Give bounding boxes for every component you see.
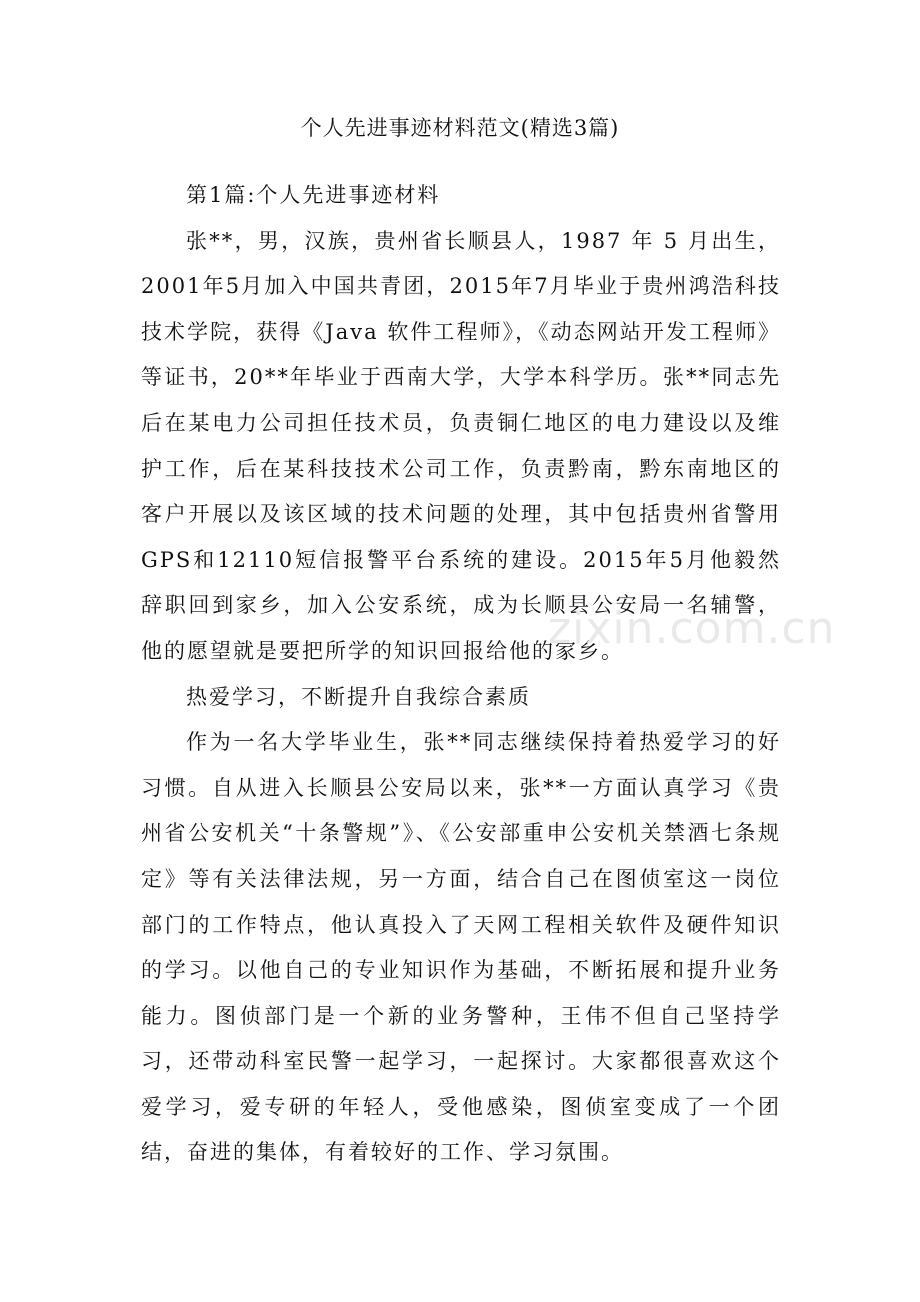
paragraph-bio: 张**，男，汉族，贵州省长顺县人，1987 年 5 月出生，2001年5月加入中国共青团，2015年7月毕业于贵州鸿浩科技技术学院，获得《Java 软件工程师》，《动态网站开发工程师》等证书，20**年毕业于西南大学，大学本科学历。张**同志先后在某电力公司担任技术员，负责铜仁地区的电力建设以及维护工作，后在某科技技术公司工作，负责黔南，黔东南地区的客户开展以及该区域的技术问题的处理，其中包括贵州省警用GPS和12110短信报警平台系统的建设。2015年5月他毅然辞职回到家乡，加入公安系统，成为长顺县公安局一名辅警，他的愿望就是要把所学的知识回报给他的家乡。	[141, 228, 781, 663]
section-heading: 第1篇:个人先进事迹材料	[186, 183, 441, 207]
subsection-heading: 热爱学习，不断提升自我综合素质	[186, 684, 531, 709]
paragraph-study: 作为一名大学毕业生，张**同志继续保持着热爱学习的好习惯。自从进入长顺县公安局以来，张**一方面认真学习《贵州省公安机关“十条警规”》、《公安部重申公安机关禁酒七条规定》等有关法律法规，另一方面，结合自己在图侦室这一岗位部门的工作特点，他认真投入了天网工程相关软件及硬件知识的学习。以他自己的专业知识作为基础，不断拓展和提升业务能力。图侦部门是一个新的业务警种，王伟不但自己坚持学习，还带动科室民警一起学习，一起探讨。大家都很喜欢这个爱学习，爱专研的年轻人，受他感染，图侦室变成了一个团结，奋进的集体，有着较好的工作、学习氛围。	[141, 730, 781, 1165]
watermark: zixin.com.cn	[548, 603, 836, 654]
document-body	[141, 173, 781, 1176]
document-title: 个人先进事迹材料范文(精选3篇)	[300, 116, 620, 140]
